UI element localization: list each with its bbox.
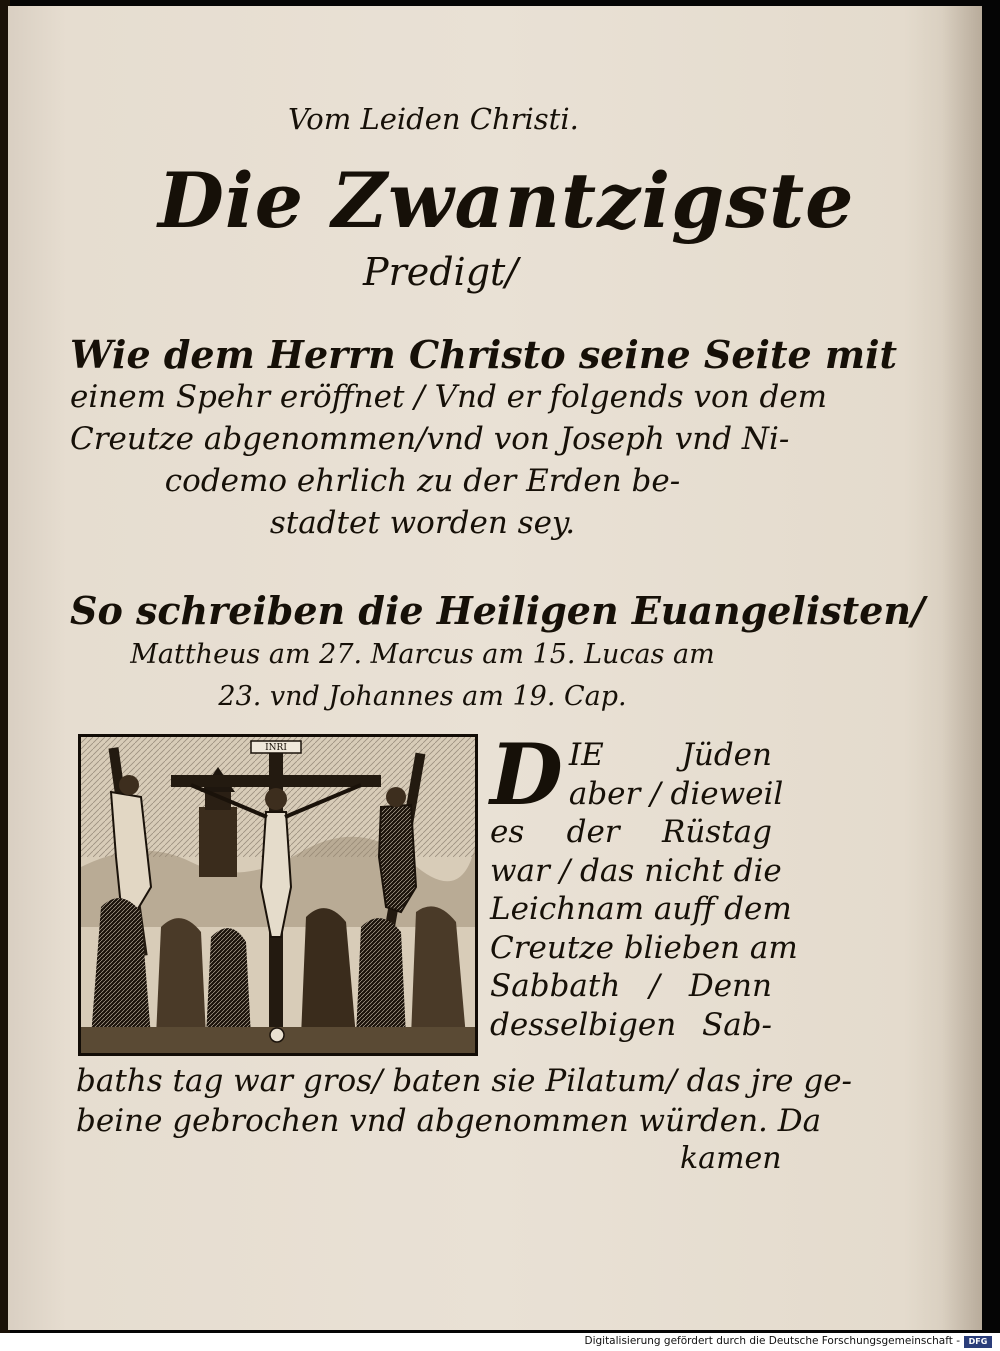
page-title: Die Zwantzigste [158, 156, 855, 245]
body-line: Leichnam auff dem [490, 891, 792, 927]
body-line: war / das nicht die [490, 852, 782, 889]
reference-line: So schreiben die Heiligen Euangelisten/ [70, 588, 925, 633]
woodcut-illustration [81, 737, 475, 1053]
book-page [8, 6, 982, 1330]
body-line: IE Jüden [568, 737, 772, 773]
body-text-column [490, 725, 798, 1044]
crucifixion-woodcut [78, 734, 478, 1056]
reference-line: 23. vnd Johannes am 19. Cap. [218, 681, 627, 712]
body-text-full [76, 1061, 853, 1141]
body-line: beine gebrochen vnd abgenommen würden. Da [76, 1103, 822, 1139]
body-line: desselbigen Sab- [490, 1006, 772, 1043]
reference-line: Mattheus am 27. Marcus am 15. Lucas am [130, 639, 715, 670]
footer-credit: Digitalisierung gefördert durch die Deutsche Forschungsgemeinschaft - [584, 1335, 960, 1347]
sermon-summary [70, 332, 898, 544]
inri-tablet: INRI [265, 743, 287, 753]
gospel-reference [70, 588, 925, 718]
dfg-logo: DFG [964, 1336, 992, 1348]
running-head: Vom Leiden Christi. [288, 102, 579, 136]
summary-line: codemo ehrlich zu der Erden be- [164, 463, 681, 499]
drop-cap-initial: D [490, 725, 563, 824]
catchword: kamen [680, 1141, 782, 1176]
body-line: Creutze blieben am [490, 929, 798, 966]
summary-line: stadtet worden sey. [269, 505, 576, 541]
body-line: Sabbath / Denn [490, 968, 772, 1004]
summary-line: Wie dem Herrn Christo seine Seite mit [70, 332, 898, 377]
page-subtitle: Predigt/ [363, 250, 519, 294]
body-line: aber / dieweil [568, 775, 784, 812]
body-line: es der Rüstag [490, 814, 772, 850]
summary-line: Creutze abgenommen/vnd von Joseph vnd Ni- [70, 421, 790, 457]
body-line: baths tag war gros/ baten sie Pilatum/ das jre ge- [76, 1063, 853, 1099]
summary-line: einem Spehr eröffnet / Vnd er folgends von dem [70, 379, 828, 415]
